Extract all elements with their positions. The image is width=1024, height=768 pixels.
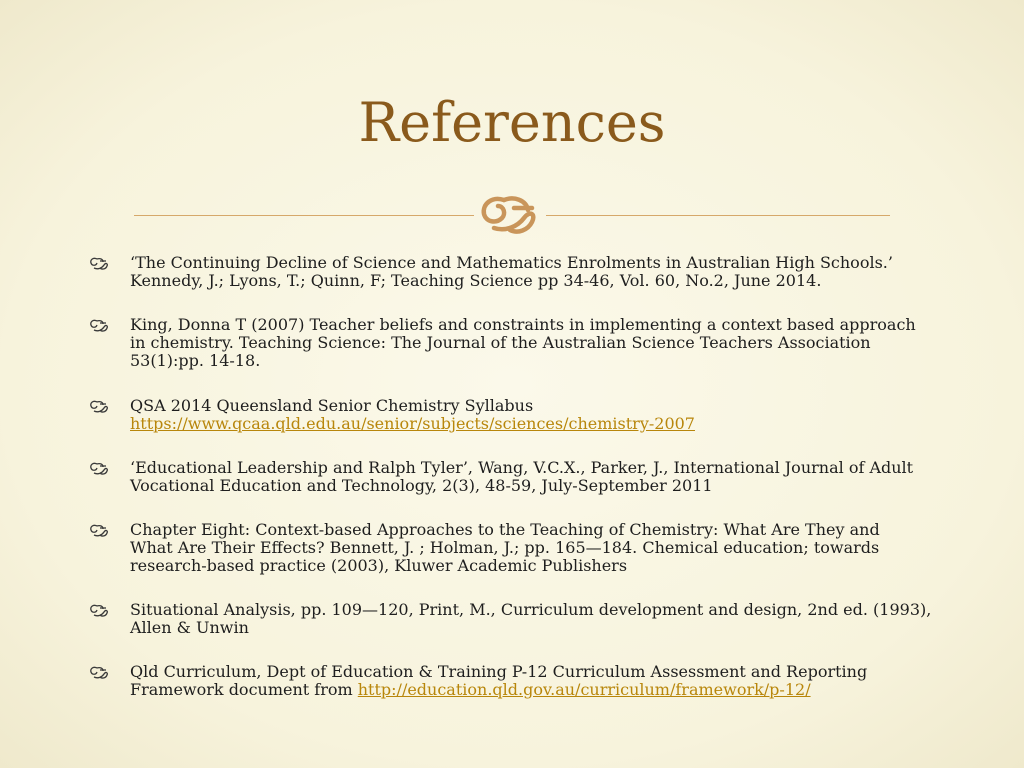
scroll-ornament-icon	[88, 602, 110, 618]
ornament-flourish-icon	[474, 188, 546, 238]
reference-text: Framework document from	[130, 680, 358, 699]
reference-item	[88, 397, 948, 433]
reference-text: 53(1):pp. 14-18.	[130, 351, 261, 370]
scroll-ornament-icon	[88, 398, 110, 414]
reference-text: ‘The Continuing Decline of Science and Mathematics Enrolments in Australian High Schools.’	[130, 253, 893, 272]
reference-list	[88, 254, 948, 725]
syllabus-link[interactable]: https://www.qcaa.qld.edu.au/senior/subjects/sciences/chemistry-2007	[130, 414, 695, 433]
reference-text: in chemistry. Teaching Science: The Journal of the Australian Science Teachers Association	[130, 333, 871, 352]
reference-item	[88, 459, 948, 495]
curriculum-framework-link[interactable]: http://education.qld.gov.au/curriculum/framework/p-12/	[357, 680, 811, 699]
title-divider-right	[546, 215, 890, 216]
reference-item	[88, 316, 948, 370]
reference-item	[88, 601, 948, 637]
title-divider-left	[134, 215, 474, 216]
reference-item	[88, 663, 948, 699]
scroll-ornament-icon	[88, 317, 110, 333]
reference-item	[88, 254, 948, 290]
reference-text: Situational Analysis, pp. 109—120, Print, M., Curriculum development and design, 2nd ed. (1993),	[130, 600, 932, 619]
reference-item	[88, 521, 948, 575]
reference-text: Allen & Unwin	[130, 618, 249, 637]
scroll-ornament-icon	[88, 255, 110, 271]
scroll-ornament-icon	[88, 460, 110, 476]
scroll-ornament-icon	[88, 522, 110, 538]
scroll-ornament-icon	[88, 664, 110, 680]
reference-text: Vocational Education and Technology, 2(3), 48-59, July-September 2011	[130, 476, 713, 495]
reference-text: QSA 2014 Queensland Senior Chemistry Syllabus	[130, 396, 534, 415]
reference-text: Kennedy, J.; Lyons, T.; Quinn, F; Teaching Science pp 34-46, Vol. 60, No.2, June 2014.	[130, 271, 822, 290]
reference-text: ‘Educational Leadership and Ralph Tyler’, Wang, V.C.X., Parker, J., International Journal of Adult	[130, 458, 914, 477]
reference-text: What Are Their Effects? Bennett, J. ; Holman, J.; pp. 165—184. Chemical education; towards	[130, 538, 880, 557]
reference-text: Chapter Eight: Context-based Approaches to the Teaching of Chemistry: What Are They and	[130, 520, 880, 539]
reference-text: research-based practice (2003), Kluwer Academic Publishers	[130, 556, 628, 575]
slide-title: References	[358, 91, 666, 154]
reference-text: King, Donna T (2007) Teacher beliefs and constraints in implementing a context based approach	[130, 315, 916, 334]
reference-text: Qld Curriculum, Dept of Education & Training P-12 Curriculum Assessment and Reporting	[130, 662, 868, 681]
